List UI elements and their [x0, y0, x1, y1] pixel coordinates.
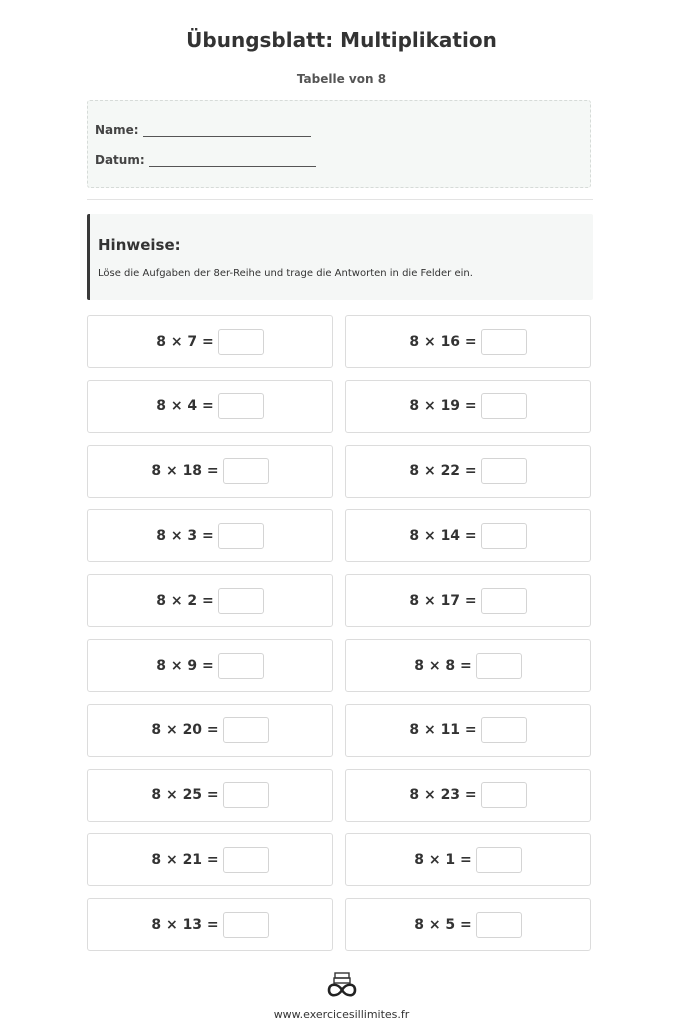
exercise-expression: 8 × 11 =: [409, 722, 477, 739]
hints-title: Hinweise:: [98, 236, 181, 254]
exercise-item: [345, 769, 591, 822]
answer-input[interactable]: [223, 782, 269, 808]
exercise-expression: 8 × 19 =: [409, 398, 477, 415]
date-row: [95, 153, 316, 167]
answer-input[interactable]: [481, 329, 527, 355]
exercise-expression: 8 × 17 =: [409, 592, 477, 609]
answer-input[interactable]: [481, 588, 527, 614]
exercise-expression: 8 × 23 =: [409, 787, 477, 804]
answer-input[interactable]: [223, 458, 269, 484]
infinity-book-logo-icon: [326, 972, 358, 998]
page-title: Übungsblatt: Multiplikation: [186, 28, 497, 52]
answer-input[interactable]: [481, 393, 527, 419]
name-line[interactable]: [143, 124, 311, 137]
hints-text: Löse die Aufgaben der 8er-Reihe und trage die Antworten in die Felder ein.: [98, 268, 473, 279]
exercise-item: [87, 833, 333, 886]
exercise-item: [87, 639, 333, 692]
answer-input[interactable]: [476, 912, 522, 938]
answer-input[interactable]: [223, 912, 269, 938]
name-label: Name:: [95, 123, 139, 137]
student-info-box: [87, 100, 591, 188]
exercise-item: [345, 315, 591, 368]
name-row: [95, 123, 311, 137]
exercise-item: [87, 769, 333, 822]
answer-input[interactable]: [476, 653, 522, 679]
exercise-expression: 8 × 7 =: [156, 333, 214, 350]
exercise-item: [87, 509, 333, 562]
exercise-expression: 8 × 25 =: [151, 787, 219, 804]
answer-input[interactable]: [218, 653, 264, 679]
exercise-item: [87, 574, 333, 627]
exercise-expression: 8 × 4 =: [156, 398, 214, 415]
exercise-expression: 8 × 13 =: [151, 916, 219, 933]
exercise-item: [87, 445, 333, 498]
exercise-expression: 8 × 14 =: [409, 527, 477, 544]
exercise-item: [87, 704, 333, 757]
exercise-item: [87, 898, 333, 951]
exercise-expression: 8 × 1 =: [414, 851, 472, 868]
answer-input[interactable]: [481, 458, 527, 484]
exercise-item: [345, 509, 591, 562]
exercise-item: [87, 380, 333, 433]
hints-box: [87, 214, 593, 300]
divider: [87, 199, 593, 200]
exercise-item: [345, 380, 591, 433]
exercise-expression: 8 × 21 =: [151, 851, 219, 868]
answer-input[interactable]: [476, 847, 522, 873]
page-subtitle: Tabelle von 8: [296, 72, 387, 86]
exercise-expression: 8 × 2 =: [156, 592, 214, 609]
exercise-expression: 8 × 8 =: [414, 657, 472, 674]
exercise-expression: 8 × 16 =: [409, 333, 477, 350]
exercise-item: [87, 315, 333, 368]
answer-input[interactable]: [481, 523, 527, 549]
date-line[interactable]: [149, 154, 316, 167]
exercise-item: [345, 898, 591, 951]
answer-input[interactable]: [481, 717, 527, 743]
answer-input[interactable]: [223, 717, 269, 743]
exercise-item: [345, 704, 591, 757]
exercise-expression: 8 × 18 =: [151, 463, 219, 480]
footer-url: www.exercicesillimites.fr: [273, 1008, 410, 1021]
exercise-expression: 8 × 20 =: [151, 722, 219, 739]
exercise-item: [345, 833, 591, 886]
exercise-item: [345, 574, 591, 627]
date-label: Datum:: [95, 153, 145, 167]
exercise-expression: 8 × 9 =: [156, 657, 214, 674]
answer-input[interactable]: [218, 329, 264, 355]
answer-input[interactable]: [218, 588, 264, 614]
exercise-expression: 8 × 5 =: [414, 916, 472, 933]
answer-input[interactable]: [218, 523, 264, 549]
answer-input[interactable]: [481, 782, 527, 808]
exercise-expression: 8 × 22 =: [409, 463, 477, 480]
answer-input[interactable]: [218, 393, 264, 419]
exercise-item: [345, 639, 591, 692]
answer-input[interactable]: [223, 847, 269, 873]
exercise-item: [345, 445, 591, 498]
exercise-expression: 8 × 3 =: [156, 527, 214, 544]
